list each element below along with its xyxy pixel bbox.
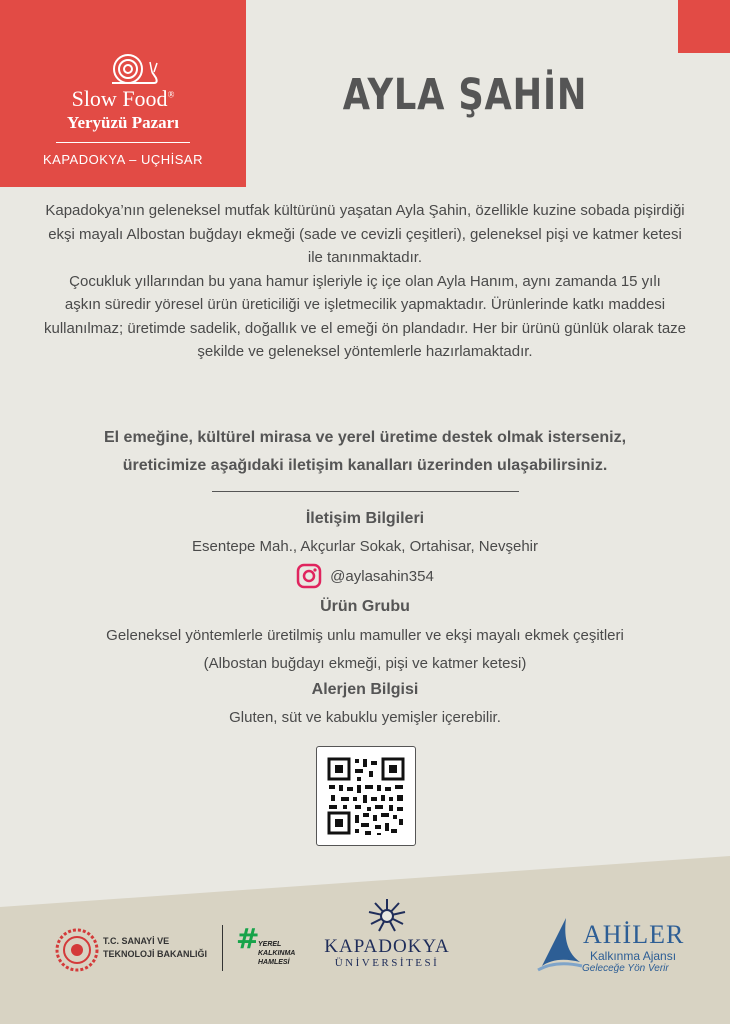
- hashtag-icon: #: [236, 922, 260, 955]
- intro-line: Çocukluk yıllarından bu yana hamur işleriyle iç içe olan Ayla Hanım, aynı zamanda 15 yılı: [69, 272, 661, 290]
- producer-name: AYLA ŞAHİN: [342, 70, 588, 120]
- allergen-heading: Alerjen Bilgisi: [311, 681, 419, 698]
- product-line: (Albostan buğdayı ekmeği, pişi ve katmer ketesi): [203, 655, 527, 672]
- agency-subtitle: Kalkınma Ajansı: [590, 949, 677, 963]
- intro-line: ekşi mayalı Albostan buğdayı ekmeği (sade ve cevizli çeşitleri), geleneksel pişi ve katmer ketesi: [48, 225, 682, 243]
- ahiler-emblem-icon: [536, 916, 584, 972]
- brand-divider: [56, 142, 190, 143]
- instagram-row: [0, 562, 730, 590]
- intro-line: şekilde ve geleneksel yöntemlerle hazırlamaktadır.: [197, 343, 533, 360]
- instagram-icon: [296, 563, 322, 589]
- allergen-text: Gluten, süt ve kabuklu yemişler içerebilir.: [229, 709, 501, 726]
- university-subtitle: ÜNİVERSİTESİ: [334, 957, 440, 969]
- campaign-line: YEREL: [258, 941, 282, 948]
- brand-subtitle: Yeryüzü Pazarı: [67, 113, 179, 132]
- campaign-line: HAMLESİ: [258, 959, 290, 966]
- slow-food-logo: [0, 0, 246, 187]
- qr-code-icon: [317, 747, 415, 845]
- ministry-line: TEKNOLOJİ BAKANLIĞI: [103, 949, 208, 959]
- snail-icon: [108, 50, 160, 86]
- footer-divider: [222, 925, 223, 971]
- intro-line: Kapadokya’nın geleneksel mutfak kültürünü yaşatan Ayla Şahin, özellikle kuzine sobada pişirdiği: [45, 202, 685, 219]
- campaign-name: [258, 940, 295, 967]
- product-line: Geleneksel yöntemlerle üretilmiş unlu mamuller ve ekşi mayalı ekmek çeşitleri: [106, 627, 624, 644]
- callout-line: üreticimize aşağıdaki iletişim kanalları üzerinden ulaşabilirsiniz.: [122, 457, 608, 474]
- corner-accent: [678, 0, 730, 53]
- ministry-emblem-icon: [55, 928, 99, 972]
- ministry-name: [103, 935, 207, 961]
- contact-heading: İletişim Bilgileri: [305, 510, 425, 527]
- ministry-line: T.C. SANAYİ VE: [103, 936, 170, 946]
- intro-line: aşkın süredir yöresel ürün üreticiliği ve işletmecilik yapmaktadır. Ürünlerinde katkı maddesi: [64, 296, 666, 313]
- intro-text: [40, 199, 690, 364]
- brand-location: KAPADOKYA – UÇHİSAR: [42, 152, 203, 167]
- callout-line: El emeğine, kültürel mirasa ve yerel üretime destek olmak isterseniz,: [103, 429, 627, 446]
- intro-line: kullanılmaz; üretimde sadelik, doğallık ve el emeği ön plandadır. Her bir ürünü günlük olarak taze: [43, 319, 687, 337]
- qr-code[interactable]: [316, 746, 416, 846]
- callout-text: [40, 424, 690, 480]
- instagram-handle[interactable]: @aylasahin354: [330, 567, 434, 585]
- university-emblem-icon: [361, 897, 413, 935]
- product-heading: Ürün Grubu: [320, 598, 410, 615]
- intro-line: ile tanınmaktadır.: [307, 249, 423, 266]
- agency-slogan: Geleceğe Yön Verir: [582, 963, 669, 974]
- brand-name: Slow Food®: [71, 86, 175, 111]
- agency-name: AHİLER: [583, 920, 685, 949]
- campaign-line: KALKINMA: [258, 950, 296, 957]
- contact-address: Esentepe Mah., Akçurlar Sokak, Ortahisar, Nevşehir: [192, 538, 538, 555]
- university-name: KAPADOKYA: [324, 936, 450, 957]
- section-divider: [212, 491, 519, 492]
